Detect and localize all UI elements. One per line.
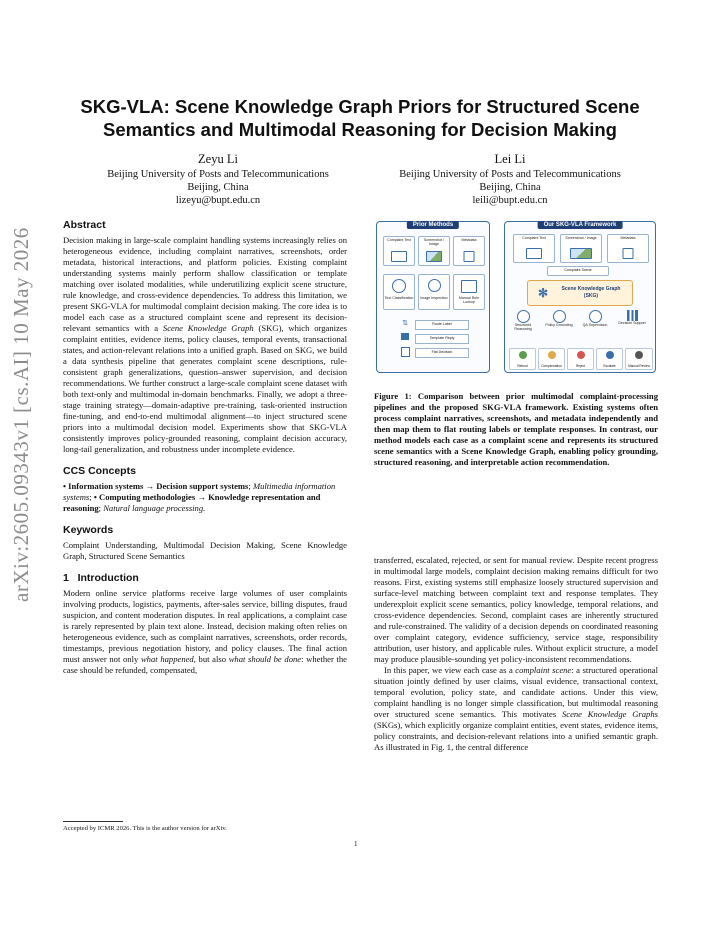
right-column — [374, 555, 658, 753]
introduction-paragraph-2: In this paper, we view each case as a complaint scene: a structured operational situation jointly defined by user claims, visual evidence, transactional context, temporal evolution, policy state, and candidate actions. Under this view, complaint handling is no longer simple classification, but multimodal reasoning over structured scene semantics. This motivates Scene Knowledge Graphs (SKGs), which explicitly organize complaint entities, event states, evidence items, policy constraints, and decision-relevant relations into a unified semantic graph. As illustrated in Fig. 1, the central difference — [374, 665, 658, 752]
module-image-inspection: Image Inspection — [418, 274, 450, 310]
reject-icon — [577, 351, 585, 359]
magnifier-icon — [428, 279, 441, 292]
reasoning-policy-grounding: Policy Grounding — [543, 310, 575, 327]
prior-methods-panel — [376, 221, 490, 373]
introduction-paragraph-1-continued: transferred, escalated, rejected, or sent for manual review. Despite recent progress in multimodal large models, complaint decision making remains difficult for two reasons. First, existing systems still emphasize loosely structured supervision and surface-level matching between complaint text and response templates. They underexploit explicit scene semantics, policy knowledge, temporal relations, and cross-evidence dependencies. Second, complaint cases are inherently structured and rule-constrained. The validity of a decision depends on coordinated reasoning over complaint category, evidence sufficiency, service stage, responsibility attribution, user history, and applicable rules. Without explicit structure, a model may produce plausible-sounding yet policy-inconsistent recommendations. — [374, 555, 658, 664]
input-card-image: Screenshot / Image — [418, 236, 450, 266]
brain-icon — [517, 310, 530, 323]
module-text-classification: Text Classification — [383, 274, 415, 310]
refund-icon — [519, 351, 527, 359]
skg-vla-title: Our SKG-VLA Framework — [538, 221, 623, 229]
input-card-metadata: Metadata — [607, 234, 649, 263]
action-escalate: Escalate — [596, 348, 623, 370]
footnote: Accepted by ICMR 2026. This is the author version for arXiv. — [63, 825, 227, 832]
skg-box: ✻ Scene Knowledge Graph (SKG) — [527, 280, 633, 306]
graph-icon: ✻ — [537, 286, 549, 300]
ccs-text: • Information systems → Decision support systems; Multimedia information systems; • Computing methodologies → Knowledge representation and reasoning; Natural language processing. — [63, 481, 336, 513]
author-location: Beijing, China — [187, 182, 249, 193]
input-card-text: Complaint Text — [383, 236, 415, 266]
gift-icon — [548, 351, 556, 359]
reasoning-structured: Structured Reasoning — [507, 310, 539, 331]
ccs-heading: CCS Concepts — [63, 465, 136, 477]
output-route-label: Route Label — [415, 320, 469, 330]
route-icon: ⇅ — [402, 320, 408, 327]
image-icon — [426, 251, 442, 262]
output-template-reply: Template Reply — [415, 334, 469, 344]
list-icon — [623, 248, 634, 259]
reply-icon — [401, 333, 409, 340]
figure-1 — [374, 218, 658, 373]
title-line-1: SKG-VLA: Scene Knowledge Graph Priors for Structured Scene — [80, 96, 640, 117]
paper-title — [40, 95, 680, 141]
reasoning-decision-support: Decision Support — [615, 310, 649, 325]
prior-methods-title: Prior Methods — [407, 221, 459, 229]
reasoning-qa-supervision: QA Supervision — [579, 310, 611, 327]
document-icon — [391, 251, 407, 262]
network-icon — [392, 279, 406, 293]
escalate-icon — [606, 351, 614, 359]
author-email[interactable]: lizeyu@bupt.edu.cn — [175, 195, 261, 206]
list-icon — [464, 251, 475, 262]
author-location: Beijing, China — [479, 182, 541, 193]
author-affiliation: Beijing University of Posts and Telecommunications — [107, 169, 329, 180]
target-icon — [553, 310, 566, 323]
output-flat-decision: Flat Decision — [415, 348, 469, 358]
module-manual-rule-lookup: Manual Rule Lookup — [453, 274, 485, 310]
qa-icon — [589, 310, 602, 323]
keywords-text: Complaint Understanding, Multimodal Decision Making, Scene Knowledge Graph, Structured Scene Semantics — [63, 540, 347, 561]
footnote-rule — [63, 821, 123, 822]
author-block-2 — [355, 152, 665, 207]
action-reject: Reject — [567, 348, 594, 370]
author-block-1 — [63, 152, 373, 207]
image-icon — [570, 248, 592, 259]
table-icon — [461, 280, 477, 293]
author-name: Zeyu Li — [198, 152, 238, 166]
arxiv-identifier: arXiv:2605.09343v1 [cs.AI] 10 May 2026 — [9, 227, 33, 602]
abstract-heading: Abstract — [63, 219, 106, 231]
skg-vla-panel — [504, 221, 656, 373]
action-refund: Refund — [509, 348, 536, 370]
keywords-heading: Keywords — [63, 524, 114, 536]
introduction-paragraph-1: Modern online service platforms receive large volumes of user complaints involving products, logistics, payments, after-sales service, billing disputes, fraud suspicion, and content moderation disputes. In real applications, a complaint case is rarely represented by plain text alone. Instead, decision making often relies on heterogeneous evidence, such as complaint narratives, screenshots, order records, timestamps, previous negotiation history, and policy clauses. The final action must answer not only what happened, but also what should be done: whether the case should be refunded, compensated, — [63, 588, 347, 675]
page-number: 1 — [354, 840, 358, 848]
input-card-metadata: Metadata — [453, 236, 485, 266]
author-name: Lei Li — [494, 152, 526, 166]
person-icon — [635, 351, 643, 359]
title-line-2: Semantics and Multimodal Reasoning for Decision Making — [103, 119, 617, 140]
bar-chart-icon — [627, 310, 638, 321]
introduction-heading: 1 Introduction — [63, 572, 139, 584]
left-column — [63, 219, 347, 676]
abstract-text: Decision making in large-scale complaint handling systems increasingly relies on heterogeneous evidence, including complaint narratives, screenshots, order metadata, historical interactions, and platform policies. Existing complaint understanding systems mainly perform shallow classification or template matching over isolated modalities, while underutilizing explicit scene structure, rule knowledge, and cross-evidence dependencies. To address this limitation, we present SKG-VLA for multimodal complaint decision making. The core idea is to model each case as a structured complaint scene and represent its decision-relevant semantics with a Scene Knowledge Graph (SKG), which organizes complaint entities, evidence items, policy clauses, temporal events, transactional states, and action-relevant relations into a unified graph. Based on SKG, we build a data synthesis pipeline that generates complaint scene descriptions, rule-consistent graph generalizations, question–answer supervision, and decision recommendations. We further construct a large-scale complaint scene dataset with both text-only and multimodal in-domain benchmarks. Finally, we adopt a three-stage training strategy—domain-adaptive pre-training, task-oriented instruction fine-tuning, and end-to-end multimodal alignment—to inject structured scene priors into a multimodal decision model. Experiments show that SKG-VLA consistently improves policy-grounded reasoning, complaint decision accuracy, long-tail generalization, and robustness under incomplete evidence. — [63, 235, 347, 454]
decision-icon — [401, 347, 410, 357]
input-card-image: Screenshot / Image — [560, 234, 602, 263]
complaint-scene-node: Complaint Scene — [547, 266, 609, 276]
action-compensation: Compensation — [538, 348, 565, 370]
author-affiliation: Beijing University of Posts and Telecommunications — [399, 169, 621, 180]
author-email[interactable]: leili@bupt.edu.cn — [472, 195, 548, 206]
figure-caption: Figure 1: Comparison between prior multimodal complaint-processing pipelines and the proposed SKG-VLA framework. Existing systems often process complaint narratives, screenshots, and metadata independently and then map them to flat routing labels or template responses. In contrast, our method models each case as a complaint scene and represents its structured scene semantics with a Scene Knowledge Graph, enabling policy grounding, structured reasoning, and interpretable action recommendation. — [374, 391, 658, 467]
input-card-text: Complaint Text — [513, 234, 555, 263]
document-icon — [526, 248, 542, 259]
action-manual-review: Manual Review — [625, 348, 653, 370]
